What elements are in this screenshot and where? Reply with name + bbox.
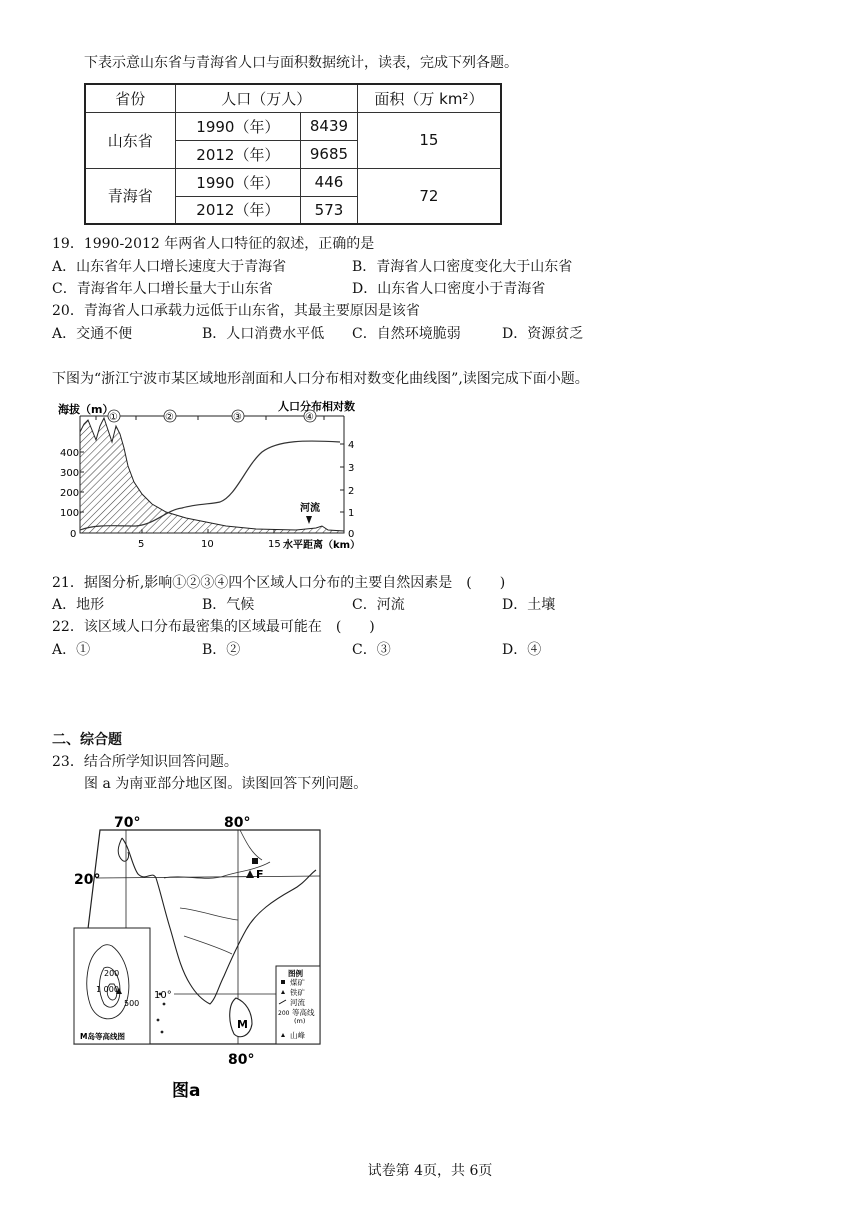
right-tick-label: 2	[348, 486, 355, 497]
table-cell-province: 山东省	[85, 112, 175, 168]
zone-label-3: ③	[233, 412, 242, 423]
zone-label-2: ②	[165, 412, 174, 423]
inset-title: M岛等高线图	[80, 1032, 125, 1041]
section-heading: 二、综合题	[52, 732, 122, 748]
question-23-stem: 23．结合所学知识回答问题。	[52, 754, 238, 770]
inset-contour-label: 500	[124, 999, 140, 1008]
table-cell-year: 1990（年）	[175, 112, 301, 140]
question-20-option-b: B．人口消费水平低	[202, 326, 325, 342]
right-tick-label: 1	[348, 508, 355, 519]
legend-contour-value: 200	[278, 1010, 290, 1017]
left-tick-label: 200	[60, 488, 80, 499]
parallel-20	[96, 876, 320, 878]
question-21-option-d: D．土壤	[502, 597, 556, 613]
zone-label-1: ①	[109, 412, 118, 423]
zone-label-4: ④	[305, 412, 314, 423]
river-line	[240, 830, 262, 860]
longitude-label: 80°	[224, 815, 251, 831]
question-21-stem: 21．据图分析,影响①②③④四个区域人口分布的主要自然因素是 ( )	[52, 575, 506, 591]
terrain-population-profile-chart	[56, 396, 376, 556]
question-23-sub: 图 a 为南亚部分地区图。读图回答下列问题。	[84, 776, 368, 792]
question-19-option-c: C．青海省年人口增长量大于山东省	[52, 281, 273, 297]
question-19-option-d: D．山东省人口密度小于青海省	[352, 281, 546, 297]
intro-text-2: 下图为“浙江宁波市某区域地形剖面和人口分布相对数变化曲线图”,读图完成下面小题。	[52, 371, 589, 387]
left-tick-label: 100	[60, 508, 80, 519]
question-20-option-d: D．资源贫乏	[502, 326, 584, 342]
latitude-label: 20°	[74, 872, 101, 888]
legend-item-peak: 山峰	[290, 1031, 305, 1040]
terrain-profile	[80, 418, 344, 533]
river-line	[184, 936, 232, 954]
question-21-option-b: B．气候	[202, 597, 255, 613]
inset-contour-label: 200	[104, 969, 120, 978]
question-21-option-a: A．地形	[52, 597, 105, 613]
table-header-area: 面积（万 km²）	[357, 84, 501, 112]
x-tick-label: 5	[138, 539, 145, 550]
table-cell-population: 573	[301, 196, 358, 224]
legend-item-contour: 等高线	[292, 1008, 315, 1017]
table-cell-year: 2012（年）	[175, 140, 301, 168]
table-header-population: 人口（万人）	[175, 84, 357, 112]
longitude-label: 80°	[228, 1052, 255, 1068]
question-19-stem: 19．1990-2012 年两省人口特征的叙述，正确的是	[52, 236, 375, 252]
question-20-stem: 20．青海省人口承载力远低于山东省，其最主要原因是该省	[52, 303, 420, 319]
population-area-table	[84, 83, 502, 225]
question-20-option-a: A．交通不便	[52, 326, 133, 342]
south-asia-map	[60, 808, 350, 1098]
table-cell-population: 446	[301, 168, 358, 196]
left-tick-label: 0	[70, 529, 77, 540]
question-20-option-c: C．自然环境脆弱	[352, 326, 461, 342]
left-axis-title: 海拔（m）	[58, 403, 114, 416]
legend-title: 图例	[288, 969, 303, 978]
legend-item-river: 河流	[290, 998, 305, 1007]
question-22-option-a: A．①	[52, 642, 91, 658]
table-cell-area: 15	[357, 112, 501, 168]
question-19-option-b: B．青海省人口密度变化大于山东省	[352, 259, 573, 275]
x-tick-label: 15	[268, 539, 281, 550]
table-cell-province: 青海省	[85, 168, 175, 224]
river-marker	[306, 516, 312, 524]
table-cell-population: 9685	[301, 140, 358, 168]
right-tick-label: 4	[348, 440, 355, 451]
inset-contour-label: 1 000	[96, 985, 119, 994]
table-cell-population: 8439	[301, 112, 358, 140]
question-22-option-b: B．②	[202, 642, 241, 658]
x-tick-label: 10	[201, 539, 214, 550]
table-cell-year: 2012（年）	[175, 196, 301, 224]
left-tick-label: 400	[60, 448, 80, 459]
right-tick-label: 0	[348, 529, 355, 540]
x-axis-title: 水平距离（km）	[283, 540, 361, 551]
right-axis-title: 人口分布相对数	[278, 400, 355, 413]
iron-mine-icon	[246, 870, 254, 878]
question-21-option-c: C．河流	[352, 597, 405, 613]
legend-item-unit: (m)	[294, 1017, 306, 1025]
legend-item-iron: 铁矿	[290, 988, 305, 997]
question-22-option-d: D．④	[502, 642, 542, 658]
question-19-option-a: A．山东省年人口增长速度大于青海省	[52, 259, 287, 275]
point-label-f: F	[256, 868, 264, 881]
longitude-label: 70°	[114, 815, 141, 831]
question-22-stem: 22．该区域人口分布最密集的区域最可能在 ( )	[52, 619, 375, 635]
table-cell-area: 72	[357, 168, 501, 224]
right-tick-label: 3	[348, 463, 355, 474]
coal-mine-icon	[252, 858, 258, 864]
river-line	[180, 908, 238, 920]
intro-text-1: 下表示意山东省与青海省人口与面积数据统计，读表，完成下列各题。	[84, 55, 518, 71]
river-line	[164, 862, 270, 878]
page-footer: 试卷第 4页，共 6页	[367, 1163, 493, 1179]
island-label: M	[237, 1018, 248, 1031]
river-label: 河流	[300, 503, 320, 514]
table-header-province: 省份	[85, 84, 175, 112]
left-tick-label: 300	[60, 468, 80, 479]
gujarat-coast	[118, 838, 128, 861]
legend-item-coal: 煤矿	[290, 978, 305, 987]
map-caption: 图a	[172, 1081, 201, 1098]
coal-mine-icon	[281, 980, 285, 984]
question-22-option-c: C．③	[352, 642, 391, 658]
latitude-label: 10°	[154, 990, 172, 1001]
table-cell-year: 1990（年）	[175, 168, 301, 196]
